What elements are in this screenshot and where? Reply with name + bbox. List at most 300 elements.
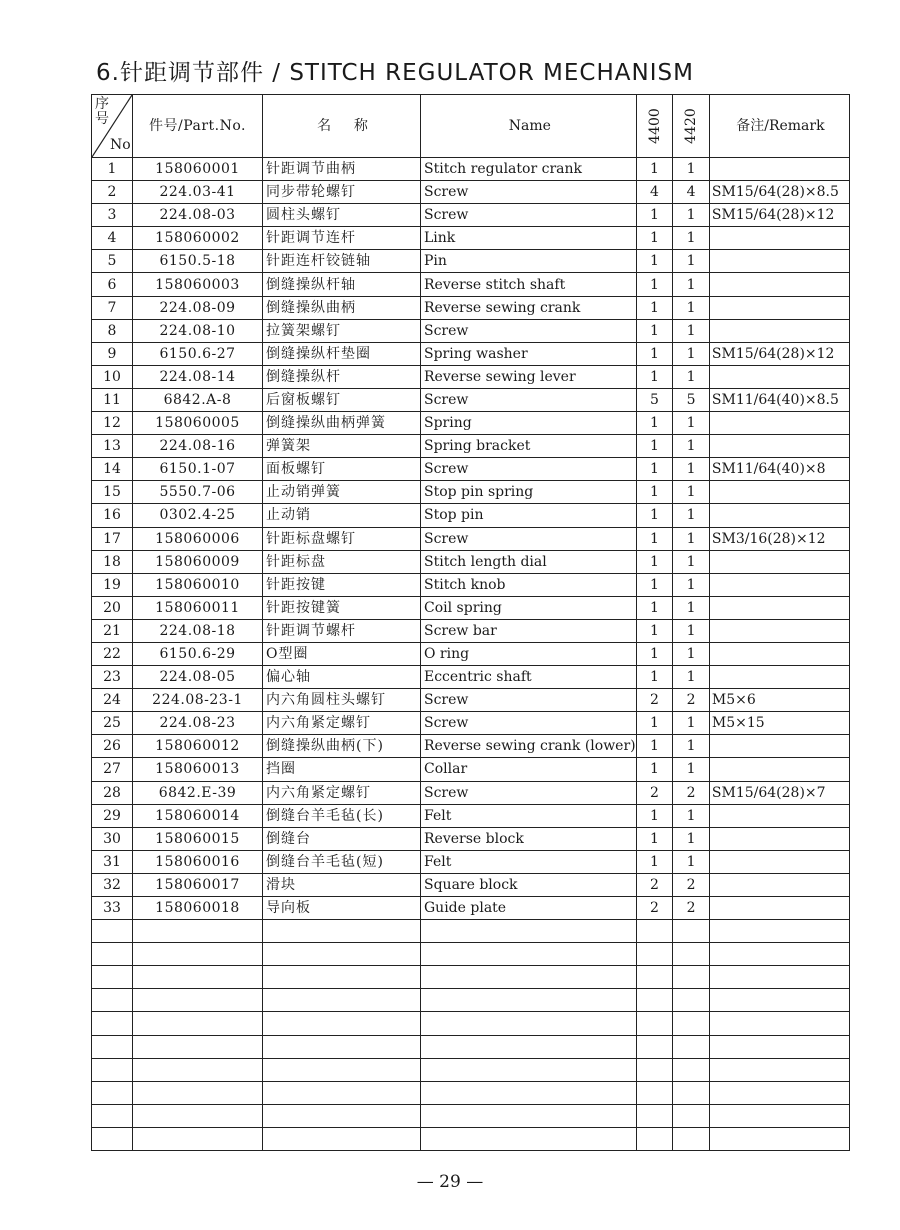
cell-chinese-name: 针距标盘螺钉: [263, 527, 421, 550]
cell-chinese-name: [263, 1058, 421, 1081]
table-row: [92, 458, 850, 481]
cell-remark: [709, 666, 849, 689]
cell-qty-4400: [636, 943, 673, 966]
cell-no: [92, 1035, 133, 1058]
cell-part-no: 158060009: [133, 550, 263, 573]
cell-chinese-name: 面板螺钉: [263, 458, 421, 481]
cell-qty-4420: [673, 920, 710, 943]
cell-remark: [709, 365, 849, 388]
cell-remark: M5×15: [709, 712, 849, 735]
cell-part-no: 158060014: [133, 804, 263, 827]
cell-name: Pin: [421, 250, 637, 273]
table-row: [92, 481, 850, 504]
cell-no: 9: [92, 342, 133, 365]
table-row: [92, 158, 850, 181]
cell-part-no: 158060015: [133, 827, 263, 850]
cell-part-no: [133, 1081, 263, 1104]
cell-chinese-name: 内六角紧定螺钉: [263, 712, 421, 735]
cell-chinese-name: 倒缝操纵杆轴: [263, 273, 421, 296]
cell-remark: [709, 250, 849, 273]
cell-no: [92, 943, 133, 966]
cell-qty-4400: 1: [636, 527, 673, 550]
cell-part-no: 158060017: [133, 873, 263, 896]
cell-chinese-name: [263, 1035, 421, 1058]
table-row: [92, 873, 850, 896]
cell-no: 21: [92, 619, 133, 642]
cell-no: 10: [92, 365, 133, 388]
header-remark: 备注/Remark: [709, 95, 849, 158]
cell-qty-4400: 5: [636, 388, 673, 411]
empty-row: [92, 1058, 850, 1081]
cell-qty-4400: 1: [636, 435, 673, 458]
table-row: [92, 250, 850, 273]
cell-part-no: 158060013: [133, 758, 263, 781]
cell-name: Stitch knob: [421, 573, 637, 596]
cell-chinese-name: [263, 1012, 421, 1035]
table-row: [92, 827, 850, 850]
cell-remark: [709, 1081, 849, 1104]
cell-remark: [709, 227, 849, 250]
cell-qty-4400: 1: [636, 273, 673, 296]
cell-remark: [709, 758, 849, 781]
cell-remark: [709, 319, 849, 342]
cell-qty-4420: 1: [673, 365, 710, 388]
cell-name: Screw: [421, 712, 637, 735]
cell-no: [92, 1012, 133, 1035]
cell-chinese-name: 止动销弹簧: [263, 481, 421, 504]
cell-no: 5: [92, 250, 133, 273]
table-row: [92, 227, 850, 250]
cell-qty-4420: 1: [673, 319, 710, 342]
cell-qty-4420: [673, 1012, 710, 1035]
cell-qty-4420: 2: [673, 689, 710, 712]
cell-qty-4400: 1: [636, 596, 673, 619]
cell-part-no: 6150.5-18: [133, 250, 263, 273]
cell-no: 16: [92, 504, 133, 527]
cell-chinese-name: [263, 989, 421, 1012]
cell-remark: [709, 573, 849, 596]
cell-qty-4420: [673, 1127, 710, 1150]
cell-part-no: 224.08-14: [133, 365, 263, 388]
table-header-row: [92, 95, 850, 158]
cell-name: Stop pin spring: [421, 481, 637, 504]
cell-qty-4400: 1: [636, 481, 673, 504]
cell-name: Reverse sewing lever: [421, 365, 637, 388]
cell-qty-4420: [673, 1081, 710, 1104]
cell-name: Reverse sewing crank: [421, 296, 637, 319]
cell-remark: [709, 273, 849, 296]
table-row: [92, 527, 850, 550]
cell-no: 4: [92, 227, 133, 250]
cell-remark: [709, 481, 849, 504]
cell-qty-4420: 1: [673, 273, 710, 296]
cell-chinese-name: 针距调节曲柄: [263, 158, 421, 181]
cell-qty-4400: 1: [636, 735, 673, 758]
cell-part-no: 158060018: [133, 897, 263, 920]
cell-no: 24: [92, 689, 133, 712]
cell-no: 12: [92, 412, 133, 435]
cell-name: Screw: [421, 527, 637, 550]
cell-no: 32: [92, 873, 133, 896]
cell-part-no: 6842.E-39: [133, 781, 263, 804]
cell-qty-4400: 2: [636, 873, 673, 896]
cell-name: Coil spring: [421, 596, 637, 619]
cell-chinese-name: 偏心轴: [263, 666, 421, 689]
cell-qty-4420: 1: [673, 735, 710, 758]
cell-name: Spring washer: [421, 342, 637, 365]
header-qty-4400-label: 4400: [646, 108, 663, 144]
cell-remark: [709, 827, 849, 850]
cell-part-no: 224.08-03: [133, 204, 263, 227]
cell-name: Screw: [421, 781, 637, 804]
cell-name: [421, 1058, 637, 1081]
cell-qty-4420: 1: [673, 666, 710, 689]
parts-table: [91, 94, 850, 1151]
table-row: [92, 273, 850, 296]
cell-no: 17: [92, 527, 133, 550]
cell-name: Stitch length dial: [421, 550, 637, 573]
cell-part-no: [133, 920, 263, 943]
cell-remark: [709, 804, 849, 827]
cell-qty-4400: 1: [636, 342, 673, 365]
cell-part-no: [133, 966, 263, 989]
cell-name: Screw: [421, 181, 637, 204]
cell-remark: [709, 943, 849, 966]
cell-name: Square block: [421, 873, 637, 896]
cell-no: 22: [92, 642, 133, 665]
cell-remark: [709, 550, 849, 573]
cell-remark: [709, 1012, 849, 1035]
empty-row: [92, 989, 850, 1012]
cell-qty-4420: 1: [673, 850, 710, 873]
cell-chinese-name: 弹簧架: [263, 435, 421, 458]
cell-part-no: 6150.1-07: [133, 458, 263, 481]
cell-part-no: 224.08-10: [133, 319, 263, 342]
cell-qty-4420: 1: [673, 642, 710, 665]
cell-remark: [709, 412, 849, 435]
cell-no: 6: [92, 273, 133, 296]
cell-part-no: 0302.4-25: [133, 504, 263, 527]
header-qty-4420: [673, 95, 710, 158]
cell-no: [92, 920, 133, 943]
cell-qty-4420: 1: [673, 412, 710, 435]
cell-part-no: [133, 1058, 263, 1081]
cell-part-no: 5550.7-06: [133, 481, 263, 504]
cell-no: 27: [92, 758, 133, 781]
cell-qty-4400: 2: [636, 781, 673, 804]
cell-qty-4400: 1: [636, 804, 673, 827]
cell-remark: [709, 966, 849, 989]
cell-remark: SM11/64(40)×8.5: [709, 388, 849, 411]
cell-name: [421, 1104, 637, 1127]
cell-chinese-name: 针距按键: [263, 573, 421, 596]
cell-qty-4420: 1: [673, 758, 710, 781]
page-number: — 29 —: [416, 1172, 484, 1192]
cell-name: Reverse block: [421, 827, 637, 850]
cell-no: 23: [92, 666, 133, 689]
cell-chinese-name: 挡圈: [263, 758, 421, 781]
cell-qty-4400: 1: [636, 227, 673, 250]
cell-qty-4420: 1: [673, 804, 710, 827]
cell-part-no: 158060006: [133, 527, 263, 550]
cell-chinese-name: [263, 943, 421, 966]
cell-name: Collar: [421, 758, 637, 781]
cell-name: Screw: [421, 458, 637, 481]
cell-qty-4420: 1: [673, 619, 710, 642]
header-no: [92, 95, 133, 158]
cell-name: [421, 943, 637, 966]
cell-remark: [709, 596, 849, 619]
cell-no: 20: [92, 596, 133, 619]
cell-no: [92, 989, 133, 1012]
cell-qty-4400: [636, 1058, 673, 1081]
cell-name: Screw: [421, 319, 637, 342]
cell-no: [92, 966, 133, 989]
cell-qty-4400: 1: [636, 458, 673, 481]
cell-qty-4400: 1: [636, 250, 673, 273]
cell-name: Link: [421, 227, 637, 250]
cell-qty-4400: [636, 1104, 673, 1127]
header-cn: 名 称: [263, 95, 421, 158]
cell-qty-4400: 1: [636, 204, 673, 227]
cell-no: 2: [92, 181, 133, 204]
cell-no: 18: [92, 550, 133, 573]
table-row: [92, 712, 850, 735]
cell-part-no: [133, 943, 263, 966]
cell-chinese-name: 后窗板螺钉: [263, 388, 421, 411]
cell-chinese-name: 滑块: [263, 873, 421, 896]
cell-name: Reverse sewing crank (lower): [421, 735, 637, 758]
cell-no: 1: [92, 158, 133, 181]
cell-qty-4420: 1: [673, 204, 710, 227]
cell-part-no: 224.08-23-1: [133, 689, 263, 712]
cell-qty-4400: 2: [636, 689, 673, 712]
header-qty-4400: [636, 95, 673, 158]
cell-no: [92, 1081, 133, 1104]
cell-name: Felt: [421, 804, 637, 827]
table-row: [92, 735, 850, 758]
cell-part-no: 158060012: [133, 735, 263, 758]
header-no-top: 序号: [95, 96, 109, 127]
cell-name: [421, 1127, 637, 1150]
table-row: [92, 596, 850, 619]
cell-qty-4400: [636, 1127, 673, 1150]
cell-chinese-name: O型圈: [263, 642, 421, 665]
cell-part-no: 158060016: [133, 850, 263, 873]
header-qty-4420-label: 4420: [683, 108, 700, 144]
cell-no: 30: [92, 827, 133, 850]
cell-part-no: 158060002: [133, 227, 263, 250]
cell-no: 33: [92, 897, 133, 920]
cell-name: Guide plate: [421, 897, 637, 920]
cell-remark: SM15/64(28)×7: [709, 781, 849, 804]
cell-qty-4400: 2: [636, 897, 673, 920]
cell-chinese-name: [263, 920, 421, 943]
cell-remark: M5×6: [709, 689, 849, 712]
cell-no: 7: [92, 296, 133, 319]
empty-row: [92, 920, 850, 943]
cell-name: [421, 989, 637, 1012]
cell-qty-4420: 1: [673, 712, 710, 735]
cell-part-no: 158060003: [133, 273, 263, 296]
cell-qty-4400: 1: [636, 412, 673, 435]
cell-qty-4400: 1: [636, 319, 673, 342]
cell-part-no: 224.08-05: [133, 666, 263, 689]
cell-name: Screw: [421, 388, 637, 411]
cell-qty-4420: [673, 1058, 710, 1081]
cell-part-no: 158060005: [133, 412, 263, 435]
cell-no: 3: [92, 204, 133, 227]
cell-part-no: 6150.6-29: [133, 642, 263, 665]
cell-remark: [709, 1058, 849, 1081]
table-row: [92, 573, 850, 596]
cell-qty-4400: [636, 966, 673, 989]
cell-remark: SM15/64(28)×12: [709, 204, 849, 227]
cell-remark: [709, 1035, 849, 1058]
cell-chinese-name: 倒缝台羊毛毡(短): [263, 850, 421, 873]
cell-name: Spring bracket: [421, 435, 637, 458]
cell-part-no: 224.08-09: [133, 296, 263, 319]
cell-qty-4400: 1: [636, 365, 673, 388]
cell-chinese-name: 拉簧架螺钉: [263, 319, 421, 342]
cell-qty-4420: 1: [673, 527, 710, 550]
table-row: [92, 412, 850, 435]
cell-chinese-name: 止动销: [263, 504, 421, 527]
cell-qty-4400: 1: [636, 158, 673, 181]
cell-qty-4420: [673, 943, 710, 966]
cell-qty-4400: 1: [636, 712, 673, 735]
table-row: [92, 689, 850, 712]
cell-part-no: 158060010: [133, 573, 263, 596]
cell-no: 8: [92, 319, 133, 342]
cell-qty-4420: [673, 989, 710, 1012]
cell-chinese-name: 内六角紧定螺钉: [263, 781, 421, 804]
cell-name: [421, 920, 637, 943]
table-row: [92, 619, 850, 642]
cell-name: Spring: [421, 412, 637, 435]
empty-row: [92, 943, 850, 966]
cell-no: 13: [92, 435, 133, 458]
cell-qty-4420: 2: [673, 873, 710, 896]
cell-qty-4420: 1: [673, 342, 710, 365]
cell-remark: [709, 435, 849, 458]
cell-qty-4420: [673, 1104, 710, 1127]
cell-qty-4420: 4: [673, 181, 710, 204]
table-row: [92, 804, 850, 827]
cell-qty-4420: 1: [673, 250, 710, 273]
cell-part-no: 224.08-18: [133, 619, 263, 642]
cell-remark: [709, 642, 849, 665]
cell-qty-4420: 1: [673, 158, 710, 181]
table-row: [92, 504, 850, 527]
cell-name: Felt: [421, 850, 637, 873]
cell-remark: [709, 296, 849, 319]
cell-part-no: 6842.A-8: [133, 388, 263, 411]
cell-part-no: 158060001: [133, 158, 263, 181]
empty-row: [92, 1035, 850, 1058]
cell-name: [421, 1081, 637, 1104]
cell-no: 14: [92, 458, 133, 481]
cell-qty-4400: 1: [636, 296, 673, 319]
cell-qty-4420: 1: [673, 596, 710, 619]
cell-part-no: [133, 1104, 263, 1127]
cell-no: 11: [92, 388, 133, 411]
cell-qty-4420: 1: [673, 550, 710, 573]
cell-qty-4400: 1: [636, 504, 673, 527]
table-row: [92, 296, 850, 319]
cell-chinese-name: 倒缝台: [263, 827, 421, 850]
table-row: [92, 781, 850, 804]
table-body: [92, 158, 850, 1151]
cell-qty-4400: 1: [636, 850, 673, 873]
cell-chinese-name: 针距标盘: [263, 550, 421, 573]
table-row: [92, 388, 850, 411]
cell-qty-4400: [636, 1012, 673, 1035]
cell-chinese-name: 倒缝操纵曲柄: [263, 296, 421, 319]
cell-qty-4400: 1: [636, 573, 673, 596]
cell-no: 25: [92, 712, 133, 735]
cell-name: Eccentric shaft: [421, 666, 637, 689]
cell-chinese-name: 针距连杆铰链轴: [263, 250, 421, 273]
cell-chinese-name: 倒缝操纵杆: [263, 365, 421, 388]
table-row: [92, 342, 850, 365]
cell-remark: [709, 850, 849, 873]
table-row: [92, 365, 850, 388]
cell-name: [421, 966, 637, 989]
cell-part-no: [133, 1012, 263, 1035]
empty-row: [92, 1104, 850, 1127]
cell-remark: SM15/64(28)×12: [709, 342, 849, 365]
table-row: [92, 897, 850, 920]
cell-no: 28: [92, 781, 133, 804]
header-part: 件号/Part.No.: [133, 95, 263, 158]
cell-chinese-name: [263, 1104, 421, 1127]
cell-qty-4420: 1: [673, 481, 710, 504]
cell-qty-4400: 4: [636, 181, 673, 204]
cell-qty-4400: 1: [636, 827, 673, 850]
cell-chinese-name: 圆柱头螺钉: [263, 204, 421, 227]
cell-qty-4420: [673, 1035, 710, 1058]
cell-qty-4400: [636, 1081, 673, 1104]
table-row: [92, 758, 850, 781]
cell-remark: SM3/16(28)×12: [709, 527, 849, 550]
cell-chinese-name: 同步带轮螺钉: [263, 181, 421, 204]
cell-qty-4400: 1: [636, 666, 673, 689]
cell-name: Stop pin: [421, 504, 637, 527]
cell-remark: [709, 1104, 849, 1127]
header-no-bottom: No: [110, 137, 131, 153]
cell-remark: [709, 920, 849, 943]
cell-name: Screw bar: [421, 619, 637, 642]
cell-qty-4420: 5: [673, 388, 710, 411]
empty-row: [92, 1127, 850, 1150]
cell-no: 29: [92, 804, 133, 827]
cell-chinese-name: [263, 1081, 421, 1104]
cell-part-no: 224.08-16: [133, 435, 263, 458]
cell-name: Screw: [421, 204, 637, 227]
cell-chinese-name: 倒缝操纵曲柄弹簧: [263, 412, 421, 435]
cell-remark: [709, 504, 849, 527]
cell-qty-4420: 1: [673, 227, 710, 250]
cell-qty-4420: 1: [673, 827, 710, 850]
cell-remark: [709, 1127, 849, 1150]
cell-part-no: [133, 1127, 263, 1150]
cell-part-no: 224.08-23: [133, 712, 263, 735]
cell-no: 26: [92, 735, 133, 758]
empty-row: [92, 1081, 850, 1104]
cell-chinese-name: 倒缝台羊毛毡(长): [263, 804, 421, 827]
cell-qty-4420: 2: [673, 781, 710, 804]
